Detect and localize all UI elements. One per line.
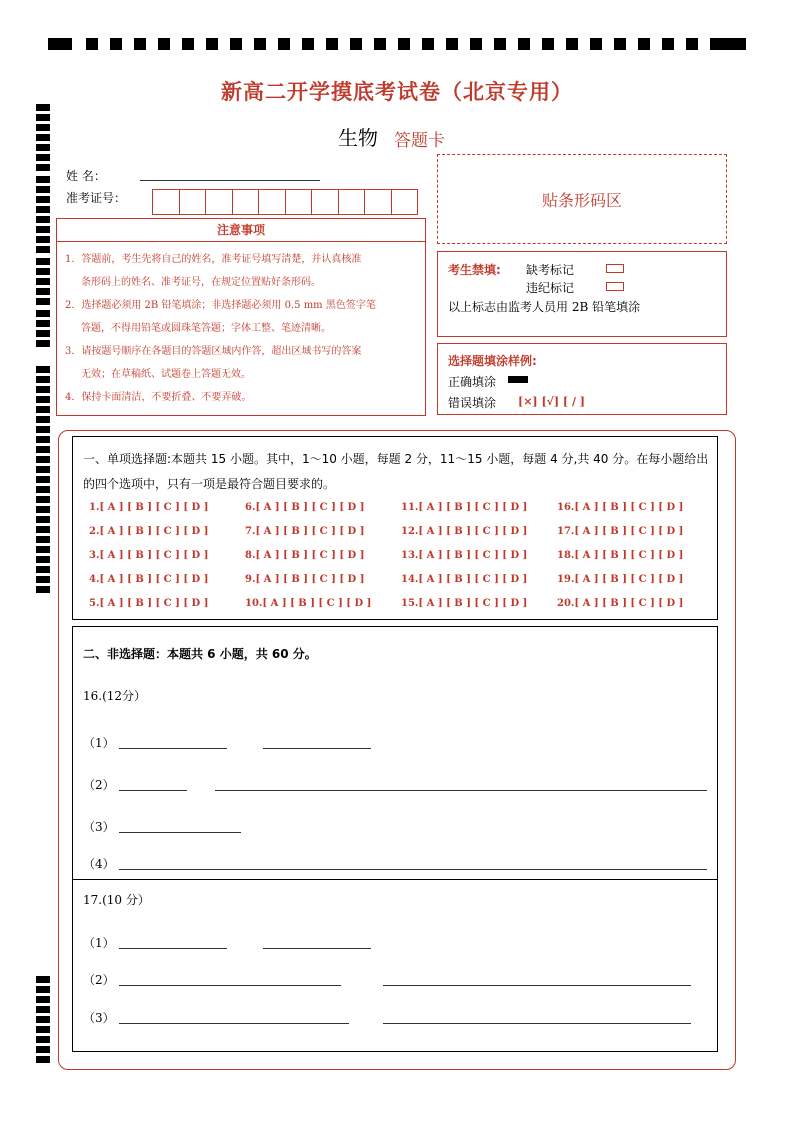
q17-3-blank-b[interactable] xyxy=(383,1023,691,1024)
mc-instructions: 一、单项选择题:本题共 15 小题。其中，1～10 小题，每题 2 分，11～15 小题，每题 4 分,共 40 分。在每小题给出的四个选项中，只有一项是最符合题目要求的。 xyxy=(83,452,709,491)
q16-part-label: （4） xyxy=(83,857,115,871)
q16-1-blank-b[interactable] xyxy=(263,748,371,749)
wrong-fill-samples: [×] [√] [ / ] xyxy=(518,395,586,408)
notice-item: 条形码上的姓名、准考证号，在规定位置贴好条形码。 xyxy=(81,277,321,288)
name-field[interactable] xyxy=(140,180,320,181)
mc-question-options[interactable]: 1.[ A ] [ B ] [ C ] [ D ] xyxy=(89,502,209,513)
free-response-section xyxy=(72,626,718,1052)
mc-question-options[interactable]: 19.[ A ] [ B ] [ C ] [ D ] xyxy=(557,574,684,585)
q17-part-label: （3） xyxy=(83,1011,115,1025)
proctor-marks-box xyxy=(437,251,727,337)
violation-label: 违纪标记 xyxy=(526,281,575,295)
forbid-title: 考生禁填: xyxy=(448,263,501,277)
q17-2-blank-b[interactable] xyxy=(383,985,691,986)
notice-item: 答题，不得用铅笔或圆珠笔答题；字体工整、笔迹清晰。 xyxy=(81,323,331,334)
id-label: 准考证号： xyxy=(66,191,127,205)
mc-question-options[interactable]: 7.[ A ] [ B ] [ C ] [ D ] xyxy=(245,526,365,537)
q17-1-blank-a[interactable] xyxy=(119,948,227,949)
mc-question-options[interactable]: 14.[ A ] [ B ] [ C ] [ D ] xyxy=(401,574,528,585)
example-title: 选择题填涂样例: xyxy=(448,354,537,368)
notice-item: 4．保持卡面清洁，不要折叠、不要弄破。 xyxy=(65,392,252,403)
notice-item: 2．选择题必须用 2B 铅笔填涂；非选择题必须用 0.5 mm 黑色签字笔 xyxy=(65,300,376,311)
q16-4-blank[interactable] xyxy=(119,869,707,870)
q16-2-blank-a[interactable] xyxy=(119,790,187,791)
name-label: 姓 名： xyxy=(66,169,106,183)
fill-example-box xyxy=(437,343,727,415)
q16-2-blank-b[interactable] xyxy=(215,790,707,791)
q17-2-blank-a[interactable] xyxy=(119,985,341,986)
q16-part-label: （2） xyxy=(83,778,115,792)
q16-title: 16.(12分） xyxy=(83,689,147,703)
notice-item: 3．请按题号顺序在各题目的答题区域内作答，超出区域书写的答案 xyxy=(65,346,362,357)
mc-question-options[interactable]: 16.[ A ] [ B ] [ C ] [ D ] xyxy=(557,502,684,513)
top-timing-marks xyxy=(48,38,746,52)
nc-heading: 二、非选择题：本题共 6 小题，共 60 分。 xyxy=(83,647,317,661)
subject-title: 生物 xyxy=(338,126,378,150)
mc-question-options[interactable]: 12.[ A ] [ B ] [ C ] [ D ] xyxy=(401,526,528,537)
notice-item: 无效；在草稿纸、试题卷上答题无效。 xyxy=(81,369,251,380)
violation-mark-box[interactable] xyxy=(606,282,624,291)
wrong-label: 错误填涂 xyxy=(448,396,497,410)
notice-box xyxy=(56,218,426,416)
q16-1-blank-a[interactable] xyxy=(119,748,227,749)
mc-question-options[interactable]: 11.[ A ] [ B ] [ C ] [ D ] xyxy=(401,502,528,513)
mc-question-options[interactable]: 15.[ A ] [ B ] [ C ] [ D ] xyxy=(401,598,528,609)
exam-id-boxes[interactable] xyxy=(152,189,418,215)
correct-fill-sample xyxy=(508,376,528,383)
q17-title: 17.(10 分） xyxy=(83,893,150,907)
q17-part-label: （1） xyxy=(83,936,115,950)
notice-heading: 注意事项 xyxy=(57,219,425,242)
question-divider xyxy=(73,879,717,880)
absent-mark-box[interactable] xyxy=(606,264,624,273)
mc-question-options[interactable]: 9.[ A ] [ B ] [ C ] [ D ] xyxy=(245,574,365,585)
mc-question-options[interactable]: 3.[ A ] [ B ] [ C ] [ D ] xyxy=(89,550,209,561)
mc-question-options[interactable]: 2.[ A ] [ B ] [ C ] [ D ] xyxy=(89,526,209,537)
mc-question-options[interactable]: 13.[ A ] [ B ] [ C ] [ D ] xyxy=(401,550,528,561)
mc-question-options[interactable]: 17.[ A ] [ B ] [ C ] [ D ] xyxy=(557,526,684,537)
mc-question-options[interactable]: 18.[ A ] [ B ] [ C ] [ D ] xyxy=(557,550,684,561)
forbid-note: 以上标志由监考人员用 2B 铅笔填涂 xyxy=(448,300,641,314)
q17-part-label: （2） xyxy=(83,973,115,987)
barcode-area xyxy=(437,154,727,244)
mc-question-options[interactable]: 10.[ A ] [ B ] [ C ] [ D ] xyxy=(245,598,372,609)
correct-label: 正确填涂 xyxy=(448,375,497,389)
mc-question-options[interactable]: 20.[ A ] [ B ] [ C ] [ D ] xyxy=(557,598,684,609)
page-title: 新高二开学摸底考试卷（北京专用） xyxy=(221,80,573,104)
mc-question-options[interactable]: 8.[ A ] [ B ] [ C ] [ D ] xyxy=(245,550,365,561)
multiple-choice-section xyxy=(72,436,718,620)
card-label: 答题卡 xyxy=(394,131,445,151)
q16-3-blank[interactable] xyxy=(119,832,241,833)
mc-question-options[interactable]: 4.[ A ] [ B ] [ C ] [ D ] xyxy=(89,574,209,585)
q16-part-label: （1） xyxy=(83,736,115,750)
mc-question-options[interactable]: 5.[ A ] [ B ] [ C ] [ D ] xyxy=(89,598,209,609)
q17-1-blank-b[interactable] xyxy=(263,948,371,949)
mc-question-options[interactable]: 6.[ A ] [ B ] [ C ] [ D ] xyxy=(245,502,365,513)
notice-item: 1．答题前，考生先将自己的姓名，准考证号填写清楚，并认真核准 xyxy=(65,254,362,265)
q17-3-blank-a[interactable] xyxy=(119,1023,349,1024)
absent-label: 缺考标记 xyxy=(526,263,575,277)
barcode-label: 贴条形码区 xyxy=(541,190,622,210)
q16-part-label: （3） xyxy=(83,820,115,834)
